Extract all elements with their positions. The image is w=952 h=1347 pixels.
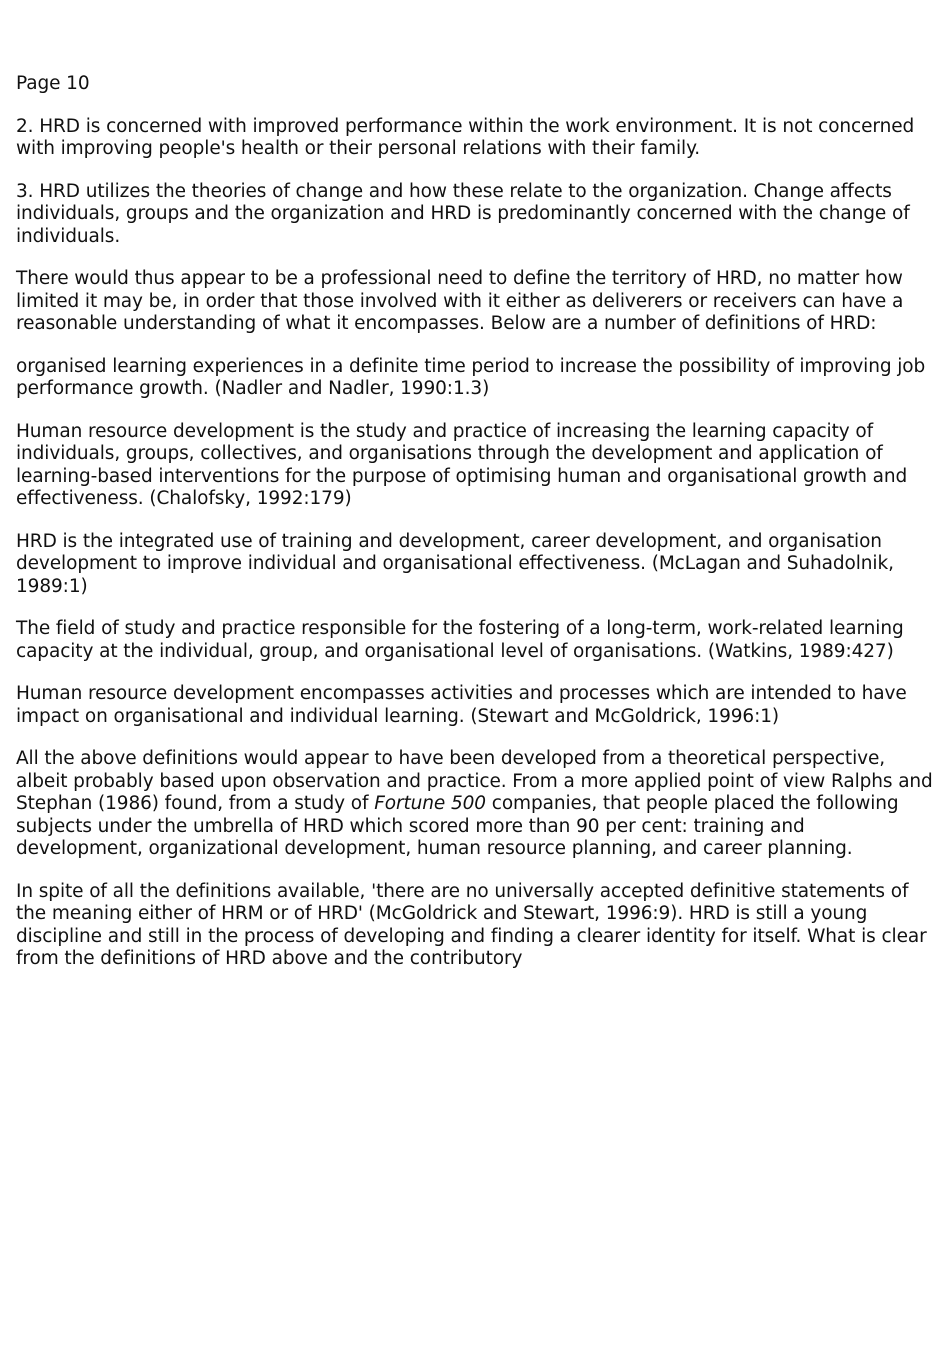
definition-stewart: Human resource development encompasses activities and processes which are intended to have impact on organisational and individual learning. (Stewart and McGoldrick, 1996:1) <box>16 683 907 727</box>
applied-view-text-after: companies, that people placed the following subjects under the umbrella of HRD which scored more than 90 per cent: training and development, organizational development, human resource planning, and career planning. <box>16 793 899 859</box>
applied-view-text-before: All the above definitions would appear to have been developed from a theoretical perspective, albeit probably based upon observation and practice. From a more applied point of view Ralphs and Stephan (1986) found, from a study of <box>16 748 933 814</box>
document-page <box>16 73 936 991</box>
definition-nadler: organised learning experiences in a definite time period to increase the possibility of improving job performance growth. (Nadler and Nadler, 1990:1.3) <box>16 355 926 399</box>
paragraph-applied-view <box>16 748 936 861</box>
paragraph-no-universal-definition: In spite of all the definitions available, 'there are no universally accepted definitive statements of the meaning either of HRM or of HRD' (McGoldrick and Stewart, 1996:9). HRD is still a young discipline and still in the process of developing and finding a clearer identity for itself. What is clear from the definitions of HRD above and the contributory <box>16 880 927 969</box>
paragraph-change-theories: 3. HRD utilizes the theories of change and how these relate to the organization. Change affects individuals, groups and the organization and HRD is predominantly concerned with the change of individuals. <box>16 180 910 247</box>
definition-chalofsky: Human resource development is the study and practice of increasing the learning capacity of individuals, groups, collectives, and organisations through the development and application of learning-based interventions for the purpose of optimising human and organisational growth and effectiveness. (Chalofsky, 1992:179) <box>16 420 908 509</box>
definition-watkins: The field of study and practice responsible for the fostering of a long-term, work-related learning capacity at the individual, group, and organisational level of organisations. (Watkins, 1989:427) <box>16 618 904 662</box>
paragraph-territory: There would thus appear to be a professional need to define the territory of HRD, no matter how limited it may be, in order that those involved with it either as deliverers or receivers can have a reasonable understanding of what it encompasses. Below are a number of definitions of HRD: <box>16 268 904 334</box>
fortune-500-italic: Fortune 500 <box>374 793 486 814</box>
page-number: Page 10 <box>16 73 90 94</box>
definition-mclagan: HRD is the integrated use of training and development, career development, and organisation development to improve individual and organisational effectiveness. (McLagan and Suhadolnik, 1989:1) <box>16 530 894 597</box>
paragraph-performance: 2. HRD is concerned with improved performance within the work environment. It is not concerned with improving people's health or their personal relations with their family. <box>16 115 915 159</box>
